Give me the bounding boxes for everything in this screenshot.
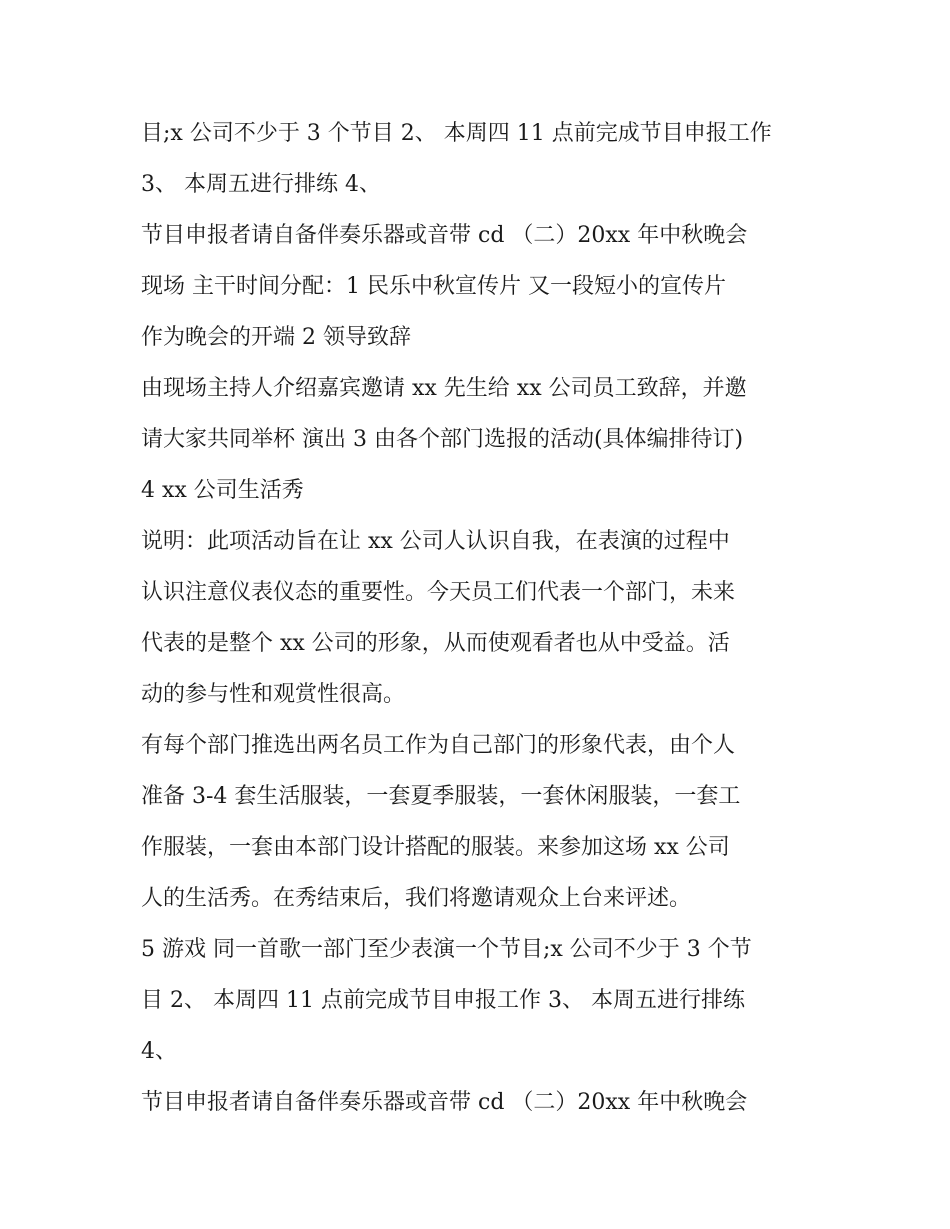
text-line: 节目申报者请自备伴奏乐器或音带 cd （二）20xx 年中秋晚会 — [141, 223, 748, 248]
text-line: 作服装，一套由本部门设计搭配的服装。来参加这场 xx 公司 — [141, 835, 730, 860]
text-line: 有每个部门推选出两名员工作为自己部门的形象代表，由个人 — [141, 733, 736, 758]
document-body — [141, 108, 831, 1128]
text-line: 说明：此项活动旨在让 xx 公司人认识自我，在表演的过程中 — [141, 529, 730, 554]
text-line: 现场 主干时间分配：1 民乐中秋宣传片 又一段短小的宣传片 — [141, 274, 726, 299]
text-line: 4、 — [141, 1039, 177, 1064]
text-line: 人的生活秀。在秀结束后，我们将邀请观众上台来评述。 — [141, 886, 692, 911]
text-line: 3、 本周五进行排练 4、 — [141, 172, 381, 197]
text-line: 4 xx 公司生活秀 — [141, 478, 304, 503]
text-line: 由现场主持人介绍嘉宾邀请 xx 先生给 xx 公司员工致辞，并邀 — [141, 376, 747, 401]
text-line: 目 2、 本周四 11 点前完成节目申报工作 3、 本周五进行排练 — [141, 988, 745, 1013]
text-line: 代表的是整个 xx 公司的形象，从而使观看者也从中受益。活 — [141, 631, 730, 656]
text-line: 作为晚会的开端 2 领导致辞 — [141, 325, 411, 350]
text-line: 5 游戏 同一首歌一部门至少表演一个节目;x 公司不少于 3 个节 — [141, 937, 752, 962]
text-line: 准备 3-4 套生活服装，一套夏季服装，一套休闲服装，一套工 — [141, 784, 741, 809]
text-line: 目;x 公司不少于 3 个节目 2、 本周四 11 点前完成节目申报工作 — [141, 121, 772, 146]
text-line: 节目申报者请自备伴奏乐器或音带 cd （二）20xx 年中秋晚会 — [141, 1090, 748, 1115]
text-line: 请大家共同举杯 演出 3 由各个部门选报的活动(具体编排待订) — [141, 427, 744, 452]
text-line: 动的参与性和观赏性很高。 — [141, 682, 406, 707]
text-line: 认识注意仪表仪态的重要性。今天员工们代表一个部门，未来 — [141, 580, 736, 605]
